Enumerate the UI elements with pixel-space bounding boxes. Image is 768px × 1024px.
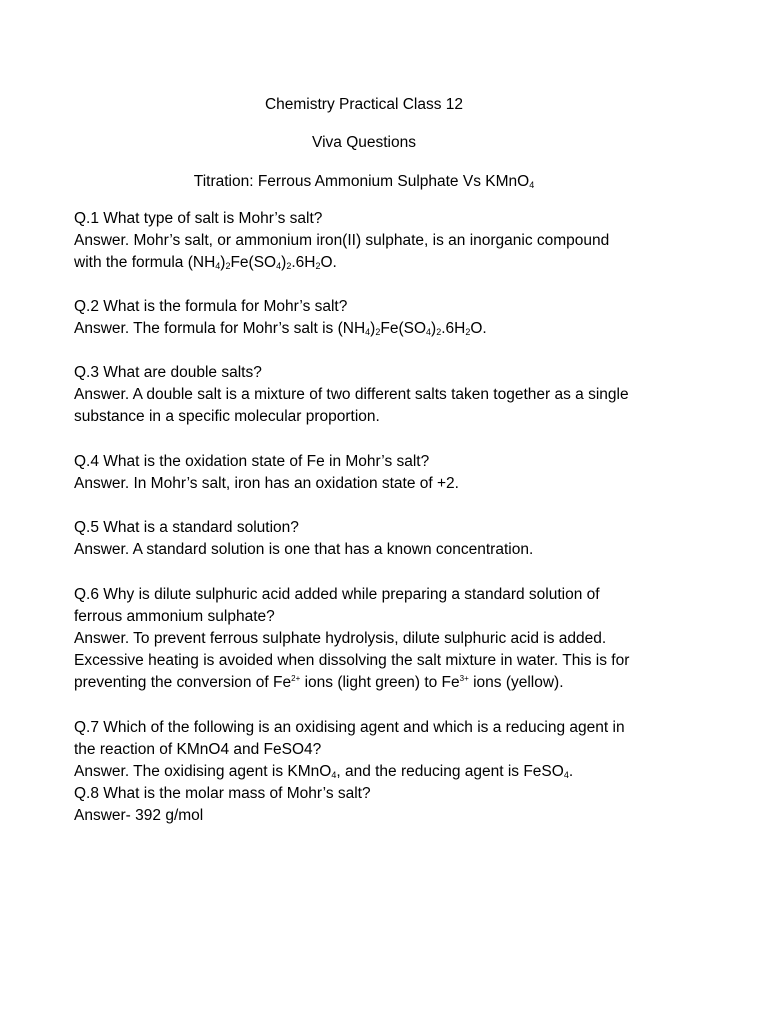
question-1: Q.1 What type of salt is Mohr’s salt? <box>74 210 323 227</box>
qa-block-1 <box>74 208 684 274</box>
answer-7: Answer. The oxidising agent is KMnO$_4$, and the reducing agent is FeSO$_4$. <box>74 763 574 780</box>
document-subtitle: Viva Questions <box>312 134 416 151</box>
answer-6-line-2: Excessive heating is avoided when dissolving the salt mixture in water. This is for <box>74 652 630 669</box>
answer-6-line-1: Answer. To prevent ferrous sulphate hydrolysis, dilute sulphuric acid is added. <box>74 630 607 647</box>
qa-block-4 <box>74 451 684 495</box>
qa-block-7 <box>74 717 684 783</box>
answer-6-line-3: preventing the conversion of $Fe^{2+}$ ions (light green) to $Fe^{3+}$ ions (yellow). <box>74 674 564 691</box>
question-7-line-1: Q.7 Which of the following is an oxidising agent and which is a reducing agent in <box>74 719 625 736</box>
qa-block-8 <box>74 783 684 827</box>
document-title: Chemistry Practical Class 12 <box>264 96 464 113</box>
question-6-line-1: Q.6 Why is dilute sulphuric acid added while preparing a standard solution of <box>74 586 600 603</box>
qa-block-3 <box>74 362 684 428</box>
question-2: Q.2 What is the formula for Mohr’s salt? <box>74 298 348 315</box>
answer-8: Answer- 392 g/mol <box>74 807 204 824</box>
question-3: Q.3 What are double salts? <box>74 364 262 381</box>
qa-block-5 <box>74 517 684 561</box>
answer-1-line-2: with the formula $(NH_4)_2Fe(SO_4)_2.6H_2O$. <box>74 254 337 271</box>
answer-2: Answer. The formula for Mohr’s salt is $(NH_4)_2Fe(SO_4)_2.6H_2O$. <box>74 320 487 337</box>
answer-5: Answer. A standard solution is one that has a known concentration. <box>74 541 534 558</box>
question-6-line-2: ferrous ammonium sulphate? <box>74 608 275 625</box>
qa-block-6 <box>74 584 684 694</box>
answer-3-line-2: substance in a specific molecular proportion. <box>74 408 380 425</box>
question-7-line-2: the reaction of KMnO4 and FeSO4? <box>74 741 322 758</box>
answer-3-line-1: Answer. A double salt is a mixture of two different salts taken together as a single <box>74 386 629 403</box>
answer-1-line-1: Answer. Mohr’s salt, or ammonium iron(II) sulphate, is an inorganic compound <box>74 232 610 249</box>
question-8: Q.8 What is the molar mass of Mohr’s salt? <box>74 785 371 802</box>
qa-block-2 <box>74 296 684 340</box>
answer-4: Answer. In Mohr’s salt, iron has an oxidation state of +2. <box>74 475 459 492</box>
topic-heading: Titration: Ferrous Ammonium Sulphate Vs KMnO$_4$ <box>193 173 535 190</box>
question-4: Q.4 What is the oxidation state of Fe in Mohr’s salt? <box>74 453 430 470</box>
question-5: Q.5 What is a standard solution? <box>74 519 299 536</box>
